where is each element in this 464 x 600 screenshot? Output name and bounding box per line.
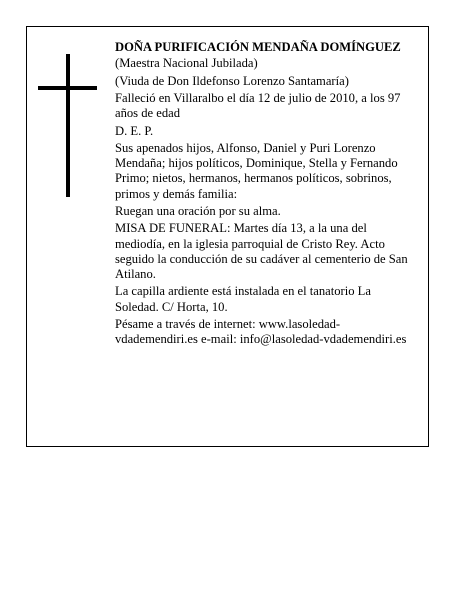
prayer-line: Ruegan una oración por su alma. bbox=[115, 203, 281, 218]
cross-horizontal-bar bbox=[38, 86, 97, 90]
chapel-line: La capilla ardiente está instalada en el tanatorio La Soledad. C/ Horta, 10. bbox=[115, 284, 371, 314]
family-line: Sus apenados hijos, Alfonso, Daniel y Puri Lorenzo Mendaña; hijos políticos, Dominique, Stella y Fernando Primo; nietos, hermanos, hermanos políticos, sobrinos, primos y demás familia: bbox=[115, 140, 398, 201]
deceased-name: DOÑA PURIFICACIÓN MENDAÑA DOMÍNGUEZ bbox=[115, 40, 401, 54]
death-details: Falleció en Villaralbo el día 12 de julio de 2010, a los 97 años de edad bbox=[115, 90, 401, 121]
condolences-line: Pésame a través de internet: www.lasoledad-vdademendiri.es e-mail: info@lasoledad-vdademendiri.es bbox=[115, 316, 407, 347]
deceased-title: (Maestra Nacional Jubilada) bbox=[115, 56, 258, 71]
rip-line: D. E. P. bbox=[115, 123, 154, 138]
obituary-text bbox=[115, 40, 417, 350]
widow-line: (Viuda de Don Ildefonso Lorenzo Santamaría) bbox=[115, 73, 349, 88]
funeral-mass: MISA DE FUNERAL: Martes día 13, a la una del mediodía, en la iglesia parroquial de Cristo Rey. Acto seguido la conducción de su cadáver al cementerio de San Atilano. bbox=[115, 221, 408, 281]
obituary-notice bbox=[26, 26, 429, 447]
cross-vertical-bar bbox=[66, 54, 70, 197]
cross-icon bbox=[38, 54, 97, 197]
